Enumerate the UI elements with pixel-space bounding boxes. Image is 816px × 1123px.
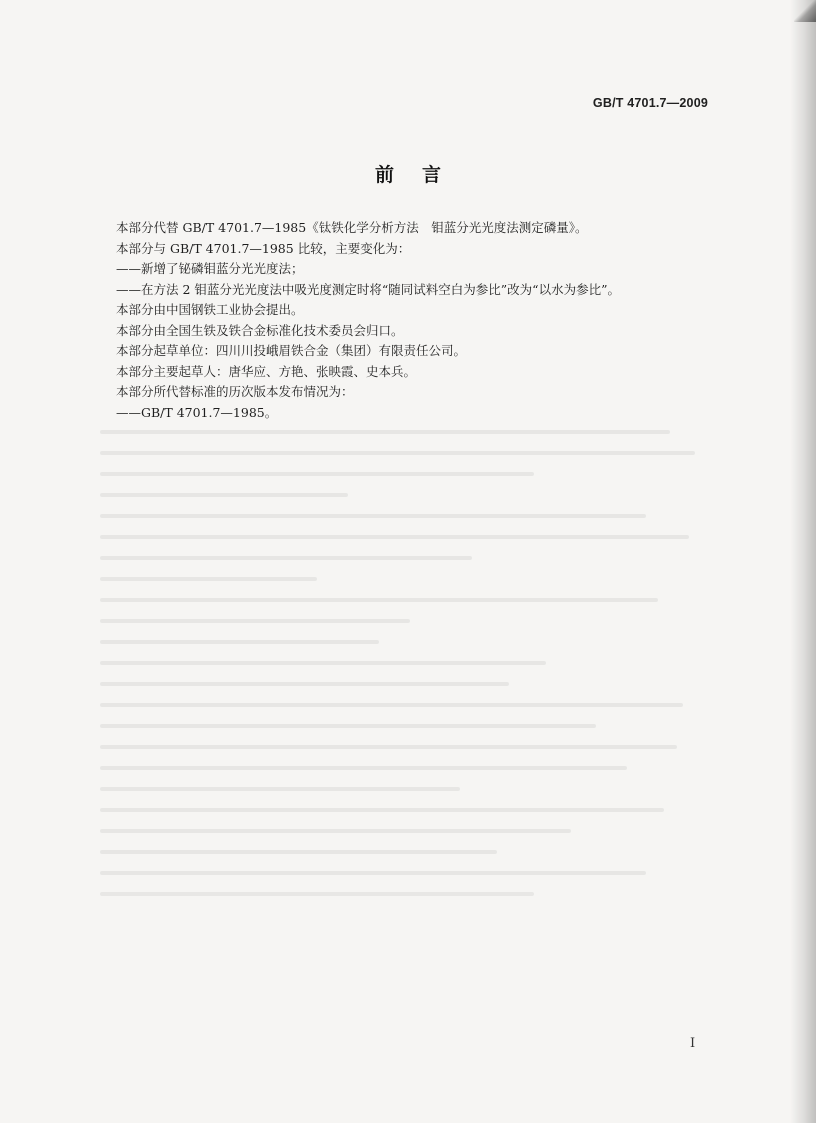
body-line: 本部分代替 GB/T 4701.7—1985《钛铁化学分析方法 钼蓝分光光度法测定磷量》。 (116, 220, 588, 235)
page-title: 前言 (374, 164, 469, 186)
body-line: ——在方法 2 钼蓝分光光度法中吸光度测定时将“随同试料空白为参比”改为“以水为参比”。 (116, 281, 620, 297)
standard-number: GB/T 4701.7—2009 (592, 96, 708, 110)
page-number: I (690, 1036, 696, 1051)
scan-edge-shadow (790, 0, 816, 1123)
body-line: 本部分由中国钢铁工业协会提出。 (116, 302, 304, 317)
body-line: ——新增了铋磷钼蓝分光光度法； (116, 261, 304, 276)
show-through-text (100, 430, 720, 1030)
body-line: 本部分所代替标准的历次版本发布情况为： (116, 384, 354, 399)
body-line: 本部分与 GB/T 4701.7—1985 比较，主要变化为： (116, 240, 411, 256)
body-line: 本部分由全国生铁及铁合金标准化技术委员会归口。 (116, 322, 404, 338)
scan-corner-mark (794, 0, 816, 22)
foreword-body (116, 218, 716, 423)
body-line: 本部分起草单位：四川川投峨眉铁合金（集团）有限责任公司。 (116, 343, 467, 358)
body-line: 本部分主要起草人：唐华应、方艳、张映霞、史本兵。 (116, 363, 417, 379)
body-line: ——GB/T 4701.7—1985。 (116, 404, 278, 420)
